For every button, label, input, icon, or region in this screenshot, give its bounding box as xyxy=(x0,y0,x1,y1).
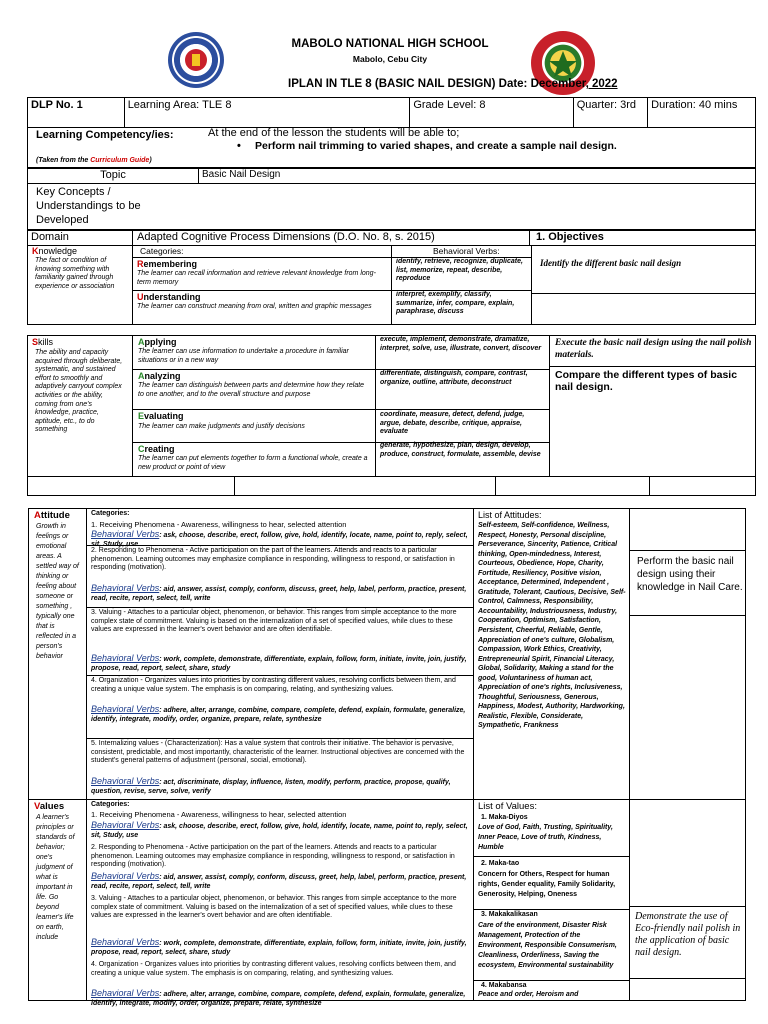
understanding-cap: U xyxy=(137,292,144,302)
attitude-objective: Perform the basic nail design using their knowledge in Nail Care. xyxy=(637,556,743,593)
iplan-year: , 2022 xyxy=(585,78,618,90)
skills-desc: The ability and capacity acquired through deliberate, systematic, and sustained effort to smoothly and adaptively carryout complex activities or the ability, coming from one's knowledge, practice, aptitude, etc., to do something xyxy=(35,349,123,434)
key-concepts-label: Key Concepts / Understandings to be Developed xyxy=(36,186,141,226)
attitude-cat-5: 5. Internalizing values - (Characterization): Has a value system that controls their initiative. The behavior is pervasive, consistent, predictable, and most importantly, characteristic of the learner. Instructional objectives are concerned with the student's general patterns of adjustment (personal, social, emotional). xyxy=(91,740,465,765)
values-bv-2: : aid, answer, assist, comply, conform, discuss, greet, help, label, perform, practice, present, read, recite, report, select, tell, write xyxy=(91,874,467,890)
value-group-1: Love of God, Faith, Trusting, Spirituality, Inner Peace, Love of truth, Kindness, Humble xyxy=(478,824,613,851)
attitude-title-rest: ttitude xyxy=(40,510,70,521)
values-bv-3: : work, complete, demonstrate, differentiate, explain, follow, form, initiate, invite, join, justify, propose, read, report, select, share, study xyxy=(91,940,467,956)
remembering-desc: The learner can recall information and retrieve relevant knowledge from long-term memory xyxy=(137,270,376,286)
competency-bullet-icon: • xyxy=(237,140,241,152)
skills-section xyxy=(27,335,756,477)
behavioral-verbs-5-label: Behavioral Verbs xyxy=(91,776,160,786)
attitude-title-cap: A xyxy=(34,510,41,521)
value-group-3-head: 3. Makakalikasan xyxy=(481,911,538,918)
deped-seal-logo xyxy=(168,32,224,88)
attitude-cat-3-verbs xyxy=(91,654,469,673)
competency-intro: At the end of the lesson the students will be able to; xyxy=(208,127,460,139)
analyzing-desc: The learner can distinguish between parts and determine how they relate to one another, and to the overall structure and purpose xyxy=(138,382,365,398)
remembering-title xyxy=(137,259,197,269)
values-cat-3-verbs xyxy=(91,938,469,957)
evaluating-cap: E xyxy=(138,411,145,421)
behavioral-verbs-1-label: Behavioral Verbs xyxy=(91,529,160,539)
domain-label: Domain xyxy=(28,231,133,246)
values-cat-3: 3. Valuing - Attaches to a particular object, phenomenon, or behavior. This ranges from simple acceptance to the more complex state of commitment. Valuing is based on the internalization of a set of specified values, while clues to these values are expressed in the learner's overt behavior and are often identifiable. xyxy=(91,895,457,920)
attitude-title xyxy=(34,510,70,521)
knowledge-desc: The fact or condition of knowing something with familiarity gained through experience or association xyxy=(35,257,115,290)
knowledge-title-rest: nowledge xyxy=(38,246,78,256)
analyzing-verbs: differentiate, distinguish, compare, contrast, organize, outline, attribute, deconstruct xyxy=(380,370,528,386)
values-objective: Demonstrate the use of Eco-friendly nail polish in the application of basic nail design. xyxy=(635,911,741,958)
values-title-rest: alues xyxy=(39,801,65,812)
values-bv-1: : ask, choose, describe, erect, follow, give, hold, identify, locate, name, point to, reply, select, sit, Study, use xyxy=(91,823,468,839)
creating-title xyxy=(138,444,175,454)
values-title-cap: V xyxy=(34,801,40,812)
behavioral-verbs-3: : work, complete, demonstrate, differentiate, explain, follow, form, initiate, invite, join, justify, propose, read, report, select, share, study xyxy=(91,656,467,672)
values-bv-2-label: Behavioral Verbs xyxy=(91,871,160,881)
values-bv-3-label: Behavioral Verbs xyxy=(91,937,160,947)
learning-area: Learning Area: TLE 8 xyxy=(124,98,410,128)
attitude-desc: Growth in feelings or emotional areas. A settled way of thinking or feeling about someone or something , typically one that is reflected in a person's behavior xyxy=(36,523,79,660)
categories-label: Categories: xyxy=(140,246,184,256)
value-group-4: Peace and order, Heroism and xyxy=(478,991,579,998)
applying-title xyxy=(138,337,177,347)
values-cat-1-verbs xyxy=(91,821,469,840)
remembering-rest: emembering xyxy=(143,259,198,269)
applying-cap: A xyxy=(138,337,145,347)
creating-cap: C xyxy=(138,444,145,454)
behavioral-verbs-3-label: Behavioral Verbs xyxy=(91,653,160,663)
values-list-title: List of Values: xyxy=(478,801,537,812)
skills-title-rest: kills xyxy=(38,337,54,347)
competency-note-prefix: (Taken from the xyxy=(36,157,91,164)
behavioral-verbs-5: : act, discriminate, display, influence, listen, modify, perform, practice, propose, qualify, question, revise, serve, solve, verify xyxy=(91,779,451,795)
attitude-list-title: List of Attitudes: xyxy=(478,510,542,520)
evaluating-title xyxy=(138,411,184,421)
remembering-verbs: identify, retrieve, recognize, duplicate, list, memorize, repeat, describe, reproduce xyxy=(396,258,523,283)
quarter: Quarter: 3rd xyxy=(573,98,647,128)
knowledge-title xyxy=(32,246,77,256)
attitude-section xyxy=(28,508,746,800)
attitude-list: Self-esteem, Self-confidence, Wellness, Respect, Honesty, Personal discipline, Perseverance, Sincerity, Patience, Critical thinking, Open-mindedness, Interest, Courteous, Obedience, Hope, Charity, Fortitude, Resiliency, Positive vision, Acceptance, Determined, Independent , Gratitude, Tolerant, Cautious, Decisive, Self-Control, Calmness, Responsibility, Accountability, Industriousness, Industry, Cooperation, Optimism, Satisfaction, Persistent, Cheerful, Reliable, Gentle, Appreciation of one's culture, Globalism, Compassion, Work Ethics, Creativity, Entrepreneurial Spirit, Financial Literacy, Global, Solidarity, Making a stand for the good, Voluntariness of human act, Appreciation of one's rights, Inclusiveness, Thoughtful, Seriousness, Generous, Happiness, Modest, Authority, Hardworking, Realistic, Flexible, Considerate, Sympathetic, Frankness xyxy=(478,522,626,730)
grade-level: Grade Level: 8 xyxy=(410,98,573,128)
values-categories-label: Categories: xyxy=(91,801,130,808)
topic-row xyxy=(27,168,756,184)
values-bv-4: : adhere, alter, arrange, combine, compare, complete, defend, explain, formulate, generalize, identify, integrate, modify, order, organize, prepare, relate, synthesize xyxy=(91,991,466,1007)
attitude-cat-2-verbs xyxy=(91,584,469,603)
key-concepts-block xyxy=(27,183,756,230)
dlp-number: DLP No. 1 xyxy=(28,98,125,128)
evaluating-desc: The learner can make judgments and justify decisions xyxy=(138,423,305,430)
analyzing-title xyxy=(138,371,181,381)
applying-rest: pplying xyxy=(144,337,177,347)
remembering-cap: R xyxy=(137,259,144,269)
behavioral-verbs-1: : ask, choose, describe, erect, follow, give, hold, identify, locate, name, point to, reply, select, sit, Study, use xyxy=(91,532,468,548)
acpd-label: Adapted Cognitive Process Dimensions (D.O. No. 8, s. 2015) xyxy=(133,231,530,246)
creating-verbs: generate, hypothesize, plan, design, develop, produce, construct, formulate, assemble, devise xyxy=(380,442,541,458)
attitude-cat-3: 3. Valuing - Attaches to a particular object, phenomenon, or behavior. This ranges from simple acceptance to the more complex state of commitment. Valuing is based on the internalization of a set of specified values, while clues to these values are expressed in the learner's overt behavior and are often identifiable. xyxy=(91,609,457,634)
skills-title-cap: S xyxy=(32,337,39,347)
domain-row xyxy=(27,230,756,246)
evaluating-rest: valuating xyxy=(144,411,184,421)
duration: Duration: 40 mins xyxy=(648,98,756,128)
analyzing-rest: nalyzing xyxy=(144,371,181,381)
understanding-desc: The learner can construct meaning from oral, written and graphic messages xyxy=(137,303,372,310)
attitude-cat-2: 2. Responding to Phenomena - Active participation on the part of the learners. Attends and reacts to a particular phenomenon. Learning outcomes may emphasize compliance in responding, willingness to respond, or satisfaction in responding (motivation). xyxy=(91,547,455,572)
understanding-verbs: interpret, exemplify, classify, summarize, infer, compare, explain, paraphrase, discuss xyxy=(396,291,515,316)
value-group-2-head: 2. Maka-tao xyxy=(481,860,520,867)
attitude-categories-label: Categories: xyxy=(91,510,130,517)
applying-verbs: execute, implement, demonstrate, dramatize, interpret, solve, use, illustrate, convert, discover xyxy=(380,336,542,352)
behavioral-verbs-2-label: Behavioral Verbs xyxy=(91,583,160,593)
attitude-cat-5-verbs xyxy=(91,777,469,796)
school-address: Mabolo, Cebu City xyxy=(352,54,428,64)
topic-label: Topic xyxy=(28,169,199,184)
attitude-cat-4: 4. Organization - Organizes values into priorities by contrasting different values, resolving conflicts between them, and creating a unique value system. The emphasis is on comparing, relating, and synthesizing values. xyxy=(91,677,456,693)
understanding-rest: nderstanding xyxy=(143,292,201,302)
values-cat-4: 4. Organization - Organizes values into priorities by contrasting different values, resolving conflicts between them, and creating a unique value system. The emphasis is on comparing, relating, and synthesizing values. xyxy=(91,961,456,977)
values-cat-2: 2. Responding to Phenomena - Active participation on the part of the learners. Attends and reacts to a particular phenomenon. Learning outcomes may emphasize compliance in responding, willingness to respond, or satisfaction in responding (motivation). xyxy=(91,844,455,869)
behavioral-verbs-4: : adhere, alter, arrange, combine, compare, complete, defend, explain, formulate, generalize, identify, integrate, modify, order, organize, prepare, relate, synthesize xyxy=(91,707,466,723)
competency-label: Learning Competency/ies: xyxy=(36,129,174,141)
analyzing-cap: A xyxy=(138,371,145,381)
values-cat-4-verbs xyxy=(91,989,469,1008)
applying-desc: The learner can use information to undertake a procedure in familiar situations or in a new way xyxy=(138,348,349,364)
values-bv-1-label: Behavioral Verbs xyxy=(91,820,160,830)
behavioral-verbs-2: : aid, answer, assist, comply, conform, discuss, greet, help, label, perform, practice, present, read, recite, report, select, tell, write xyxy=(91,586,467,602)
skills-objective-2: Compare the different types of basic nail design. xyxy=(555,369,738,393)
values-bv-4-label: Behavioral Verbs xyxy=(91,988,160,998)
curriculum-guide-link[interactable]: Curriculum Guide xyxy=(90,157,150,164)
values-cat-2-verbs xyxy=(91,872,469,891)
skills-title xyxy=(32,337,53,347)
value-group-1-head: 1. Maka-Diyos xyxy=(481,814,528,821)
value-group-4-head: 4. Makabansa xyxy=(481,982,527,989)
values-title xyxy=(34,801,64,812)
objectives-label: 1. Objectives xyxy=(530,231,756,246)
iplan-title xyxy=(288,78,708,90)
attitude-cat-4-verbs xyxy=(91,705,469,724)
topic-value: Basic Nail Design xyxy=(199,169,756,184)
competency-block xyxy=(27,127,756,168)
knowledge-section xyxy=(27,245,756,325)
understanding-title xyxy=(137,292,201,302)
knowledge-objective: Identify the different basic nail design xyxy=(540,258,682,268)
creating-rest: reating xyxy=(144,444,175,454)
skills-objective-1: Execute the basic nail design using the nail polish materials. xyxy=(555,338,752,360)
competency-note xyxy=(36,157,152,164)
evaluating-verbs: coordinate, measure, detect, defend, judge, argue, debate, describe, critique, appraise, evaluate xyxy=(380,411,525,436)
school-name: MABOLO NATIONAL HIGH SCHOOL xyxy=(291,38,489,50)
deped-seal-graphic xyxy=(168,32,224,88)
values-section xyxy=(28,800,746,1007)
info-table xyxy=(27,97,756,128)
creating-desc: The learner can put elements together to form a functional whole, create a new product or point of view xyxy=(138,455,368,471)
values-desc: A learner's principles or standards of behavior; one's judgment of what is important in life. Go beyond learner's life on earth, include xyxy=(36,814,75,941)
attitude-cat-1: 1. Receiving Phenomena - Awareness, willingness to hear, selected attention xyxy=(91,520,347,529)
competency-bullet: Perform nail trimming to varied shapes, and create a sample nail design. xyxy=(255,140,617,152)
behavioral-verbs-label: Behavioral Verbs: xyxy=(433,246,500,256)
iplan-title-text: IPLAN IN TLE 8 (BASIC NAIL DESIGN) Date: December xyxy=(288,78,586,90)
value-group-3: Care of the environment, Disaster Risk Management, Protection of the Environment, Responsible Consumerism, Cleanliness, Orderliness, Saving the ecosystem, Environmental sustainability xyxy=(478,922,617,969)
value-group-2: Concern for Others, Respect for human rights, Gender equality, Family Solidarity, Generosity, Helping, Oneness xyxy=(478,871,616,898)
behavioral-verbs-4-label: Behavioral Verbs xyxy=(91,704,160,714)
competency-note-suffix: ) xyxy=(149,157,152,164)
values-cat-1: 1. Receiving Phenomena - Awareness, willingness to hear, selected attention xyxy=(91,810,347,819)
skills-blank-row xyxy=(27,477,756,496)
knowledge-title-cap: K xyxy=(32,246,39,256)
